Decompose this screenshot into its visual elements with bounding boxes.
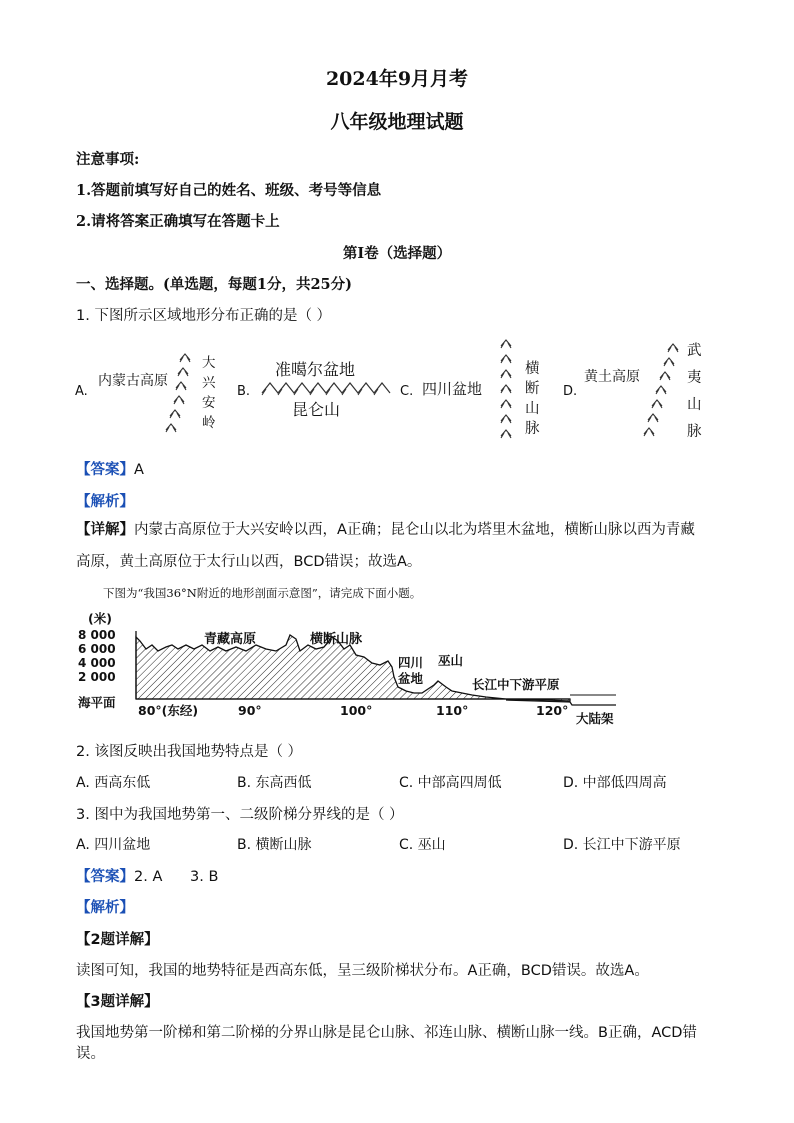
option-d-letter: D. bbox=[563, 384, 578, 399]
answer-value: A bbox=[134, 462, 144, 478]
option-c-right-label-1: 横 bbox=[525, 361, 540, 377]
option-a-letter: A. bbox=[75, 384, 88, 399]
q2-option-b: B. 东高西低 bbox=[237, 775, 312, 791]
q2-detail-tag: 【2题详解】 bbox=[76, 932, 159, 948]
option-d-right-label-1: 武 bbox=[687, 343, 702, 359]
option-a-right-label-1: 大 bbox=[202, 355, 216, 371]
q2-stem: 2. 该图反映出我国地势特点是（ ） bbox=[76, 744, 303, 760]
answer-tag: 【答案】 bbox=[76, 869, 134, 885]
detail-text: 内蒙古高原位于大兴安岭以西，A正确；昆仑山以北为塔里木盆地，横断山脉以西为青藏高原，黄土高原位于太行山以西，BCD错误；故选A。 bbox=[76, 522, 695, 570]
figure-caption: 下图为“我国36°N附近的地形剖面示意图”，请完成下面小题。 bbox=[103, 586, 422, 600]
option-a-right-label-4: 岭 bbox=[202, 415, 216, 431]
q23-analysis-tag: 【解析】 bbox=[76, 900, 134, 916]
sea-level-label: 海平面 bbox=[78, 695, 116, 710]
exam-subtitle: 八年级地理试题 bbox=[330, 111, 464, 133]
q3-detail-text: 我国地势第一阶梯和第二阶梯的分界山脉是昆仑山脉、祁连山脉、横断山脉一线。B正确，ACD错误。 bbox=[76, 1025, 697, 1062]
option-d-right-label-3: 山 bbox=[687, 397, 702, 413]
answer-value: 2. A 3. B bbox=[134, 869, 219, 885]
volume-title: 第Ⅰ卷（选择题） bbox=[342, 245, 452, 262]
q3-option-c: C. 巫山 bbox=[399, 837, 446, 853]
q23-answer bbox=[76, 865, 218, 886]
option-b-bottom-label: 昆仑山 bbox=[292, 400, 341, 419]
option-a-left-label: 内蒙古高原 bbox=[98, 373, 168, 389]
q1-answer bbox=[76, 458, 144, 479]
q3-option-a: A. 四川盆地 bbox=[76, 837, 151, 853]
terrain-profile-figure bbox=[76, 605, 636, 730]
q3-detail-tag: 【3题详解】 bbox=[76, 994, 159, 1010]
q2-detail-text: 读图可知，我国的地势特征是西高东低，呈三级阶梯状分布。A正确，BCD错误。故选A。 bbox=[76, 963, 649, 979]
x-tick-110: 110° bbox=[436, 703, 469, 718]
option-c-letter: C. bbox=[400, 384, 414, 399]
label-qinghai-tibet-plateau: 青藏高原 bbox=[204, 632, 257, 647]
label-sichuan-1: 四川 bbox=[398, 655, 424, 670]
label-sichuan-2: 盆地 bbox=[398, 671, 424, 686]
unit-label: (米) bbox=[88, 611, 112, 626]
notice-heading: 注意事项: bbox=[76, 151, 140, 168]
option-b-mountain-symbols bbox=[262, 383, 390, 395]
option-c-right-label-2: 断 bbox=[525, 381, 540, 397]
label-yangtze-plain: 长江中下游平原 bbox=[472, 677, 560, 692]
label-continental-shelf: 大陆架 bbox=[576, 711, 614, 726]
q1-stem: 1. 下图所示区域地形分布正确的是（ ） bbox=[76, 308, 332, 324]
option-d-mountain-symbols bbox=[644, 344, 678, 436]
q2-option-a: A. 西高东低 bbox=[76, 775, 151, 791]
label-hengduan-mountains: 横断山脉 bbox=[310, 632, 363, 647]
q3-option-d: D. 长江中下游平原 bbox=[563, 837, 681, 853]
y-tick-2000: 2 000 bbox=[78, 670, 116, 684]
notice-item-2: 2.请将答案正确填写在答题卡上 bbox=[76, 213, 280, 230]
option-a-mountain-symbols bbox=[166, 354, 190, 432]
y-tick-6000: 6 000 bbox=[78, 642, 116, 656]
q1-options-figure bbox=[70, 335, 720, 447]
q1-detail bbox=[76, 514, 706, 578]
exam-title: 2024年9月月考 bbox=[325, 68, 469, 90]
q2-option-c: C. 中部高四周低 bbox=[399, 775, 502, 791]
x-tick-100: 100° bbox=[340, 703, 373, 718]
q3-option-b: B. 横断山脉 bbox=[237, 837, 312, 853]
option-d-left-label: 黄土高原 bbox=[584, 369, 640, 385]
answer-tag: 【答案】 bbox=[76, 462, 134, 478]
notice-item-1: 1.答题前填写好自己的姓名、班级、考号等信息 bbox=[76, 182, 382, 199]
option-d-right-label-2: 夷 bbox=[687, 370, 702, 386]
q2-option-d: D. 中部低四周高 bbox=[563, 775, 667, 791]
label-wushan: 巫山 bbox=[438, 653, 464, 668]
option-b-letter: B. bbox=[237, 384, 251, 399]
q3-stem: 3. 图中为我国地势第一、二级阶梯分界线的是（ ） bbox=[76, 807, 404, 823]
q1-analysis-tag: 【解析】 bbox=[76, 494, 134, 510]
option-c-mountain-symbols bbox=[501, 340, 511, 438]
option-b-top-label: 准噶尔盆地 bbox=[275, 360, 356, 379]
option-a-right-label-3: 安 bbox=[202, 395, 216, 411]
option-c-left-label: 四川盆地 bbox=[422, 380, 483, 398]
x-tick-80: 80°(东经) bbox=[138, 703, 199, 718]
y-tick-4000: 4 000 bbox=[78, 656, 116, 670]
option-d-right-label-4: 脉 bbox=[687, 424, 702, 440]
option-a-right-label-2: 兴 bbox=[202, 375, 216, 391]
x-tick-90: 90° bbox=[238, 703, 262, 718]
detail-tag: 【详解】 bbox=[76, 522, 134, 538]
y-tick-8000: 8 000 bbox=[78, 628, 116, 642]
option-c-right-label-3: 山 bbox=[525, 401, 540, 417]
x-tick-120: 120° bbox=[536, 703, 569, 718]
part-heading: 一、选择题。(单选题，每题1分，共25分) bbox=[76, 276, 352, 293]
option-c-right-label-4: 脉 bbox=[525, 421, 540, 437]
